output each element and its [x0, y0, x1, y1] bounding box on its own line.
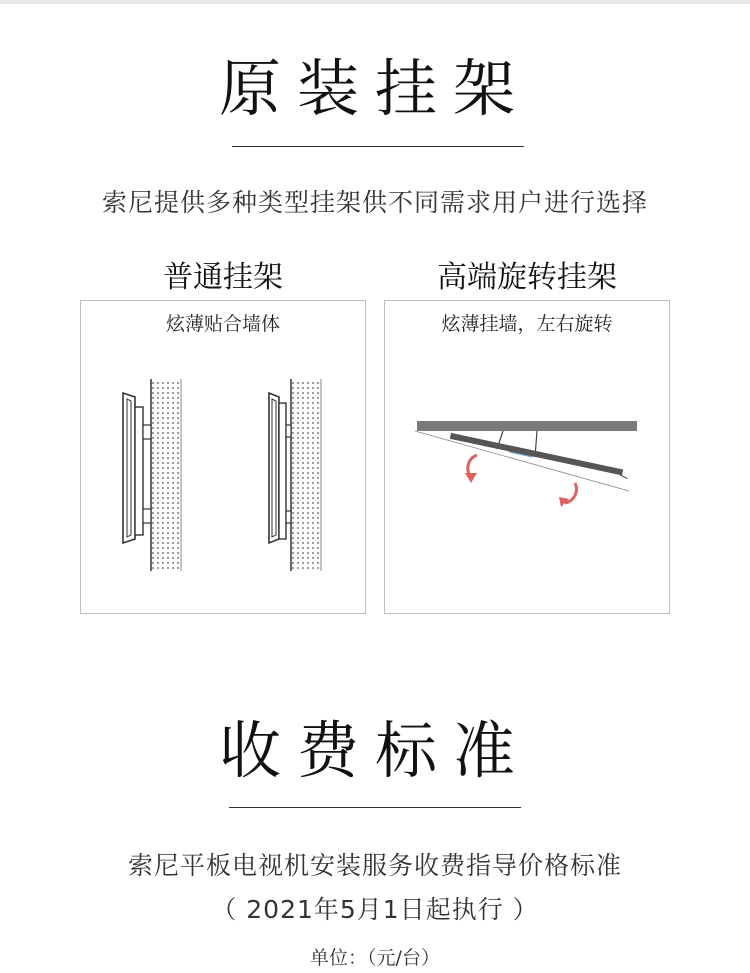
- section-title-fee-standard: 收费标准: [218, 714, 531, 787]
- panel-standard-bracket: [80, 260, 366, 614]
- panel-desc: 炫薄挂墙，左右旋转: [441, 313, 613, 335]
- panel-swivel-bracket: [384, 260, 670, 614]
- price-unit: 单位：（元/台）: [310, 947, 440, 969]
- panel-title: 普通挂架: [137, 263, 309, 293]
- tv-side-view-right: [269, 379, 321, 571]
- panel-desc: 炫薄贴合墙体: [165, 313, 280, 335]
- title-underline: [232, 146, 524, 147]
- section-subtitle: 索尼提供多种类型挂架供不同需求用户进行选择: [101, 188, 648, 217]
- swivel-bracket-illustration: [385, 301, 669, 613]
- effective-date: （ 2021年5月1日起执行 ）: [211, 895, 539, 924]
- rotate-arrow-left-icon: [465, 455, 477, 483]
- section-title-original-bracket: 原装挂架: [218, 52, 531, 125]
- panel-title: 高端旋转挂架: [405, 263, 649, 293]
- top-divider: [0, 0, 750, 4]
- rotate-arrow-right-icon: [559, 483, 576, 507]
- tv-side-view-left: [123, 379, 181, 571]
- wall-top-view: [417, 421, 637, 431]
- fee-subtitle: 索尼平板电视机安装服务收费指导价格标准: [127, 851, 622, 880]
- standard-bracket-illustration: [81, 301, 365, 613]
- title-underline: [229, 807, 521, 808]
